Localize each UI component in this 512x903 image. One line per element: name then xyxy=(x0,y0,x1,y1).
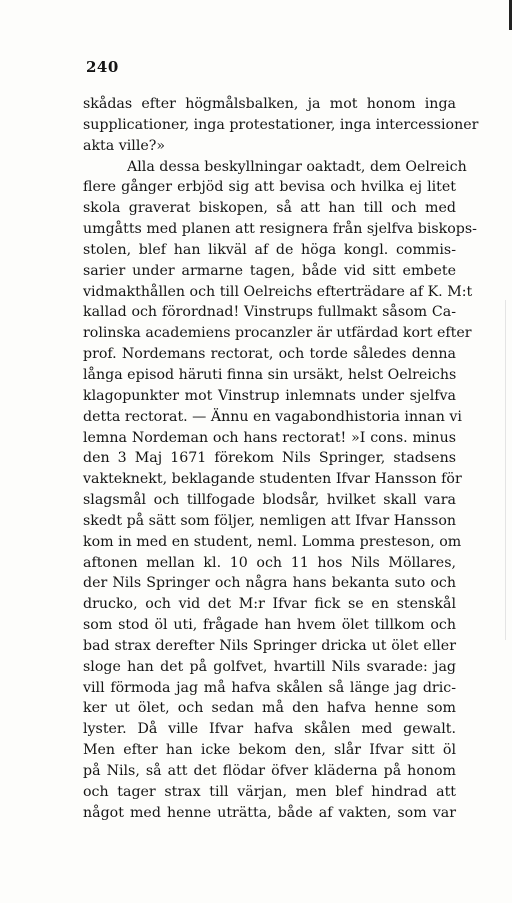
text-line: och tager strax till värjan, men blef hindrad att xyxy=(83,783,456,800)
text-line: skola graverat biskopen, så att han till och med xyxy=(83,200,456,217)
body-text xyxy=(83,94,479,824)
page-number: 240 xyxy=(86,58,119,76)
text-line: Alla dessa beskyllningar oaktadt, dem Oelreich xyxy=(127,158,467,175)
text-line: detta rectorat. — Ännu en vagabondhistoria innan vi xyxy=(83,408,462,425)
text-line: drucko, och vid det M:r Ifvar fick se en stenskål xyxy=(83,596,456,613)
text-line: akta ville?» xyxy=(83,137,166,154)
text-line: stolen, blef han likväl af de höga kongl. commis- xyxy=(83,241,456,258)
text-line: klagopunkter mot Vinstrup inlemnats under sjelfva xyxy=(83,387,456,404)
text-line: något med henne uträtta, både af vakten, som var xyxy=(83,804,456,821)
text-line: skådas efter högmålsbalken, ja mot honom inga xyxy=(83,96,456,112)
text-line: kallad och förordnad! Vinstrups fullmakt såsom Ca- xyxy=(83,304,456,321)
text-line: vidmakthållen och till Oelreichs efterträdare af K. M:t xyxy=(83,283,473,300)
text-line: sarier under armarne tagen, både vid sitt embete xyxy=(83,262,456,279)
text-line: bad strax derefter Nils Springer dricka ut ölet eller xyxy=(83,637,456,654)
text-line: der Nils Springer och några hans bekanta suto och xyxy=(83,575,456,592)
text-line: lyster. Då ville Ifvar hafva skålen med gewalt. xyxy=(83,721,456,738)
text-line: umgåtts med planen att resignera från sjelfva biskops- xyxy=(83,221,477,238)
text-line: skedt på sätt som följer, nemligen att Ifvar Hansson xyxy=(83,512,456,529)
text-line: slagsmål och tillfogade blodsår, hvilket skall vara xyxy=(83,492,456,509)
text-line: flere gånger erbjöd sig att bevisa och hvilka ej litet xyxy=(83,179,456,196)
text-line: den 3 Maj 1671 förekom Nils Springer, stadsens xyxy=(83,450,456,467)
text-line: långa episod häruti finna sin ursäkt, helst Oelreichs xyxy=(83,366,457,383)
text-line: aftonen mellan kl. 10 och 11 hos Nils Möllares, xyxy=(83,554,456,571)
text-line: som stod öl uti, frågade han hvem ölet tillkom och xyxy=(83,617,456,634)
text-line: vill förmoda jag må hafva skålen så länge jag dric- xyxy=(83,679,456,696)
text-line: sloge han det på golfvet, hvartill Nils svarade: jag xyxy=(83,658,456,675)
text-line: rolinska academiens procanzler är utfärdad kort efter xyxy=(83,325,472,342)
text-line: vakteknekt, beklagande studenten Ifvar Hansson för xyxy=(83,471,462,488)
text-line: prof. Nordemans rectorat, och torde således denna xyxy=(83,346,456,363)
text-line: Men efter han icke bekom den, slår Ifvar sitt öl xyxy=(83,742,456,759)
text-line: lemna Nordeman och hans rectorat! »I cons. minus xyxy=(83,429,456,446)
text-line: supplicationer, inga protestationer, inga intercessioner xyxy=(83,116,479,133)
text-line: ker ut ölet, och sedan må den hafva henne som xyxy=(83,700,456,717)
text-line: på Nils, så att det flödar öfver kläderna på honom xyxy=(83,763,456,779)
text-line: kom in med en student, neml. Lomma presteson, om xyxy=(83,533,462,550)
page-edge-shadow xyxy=(505,300,506,640)
